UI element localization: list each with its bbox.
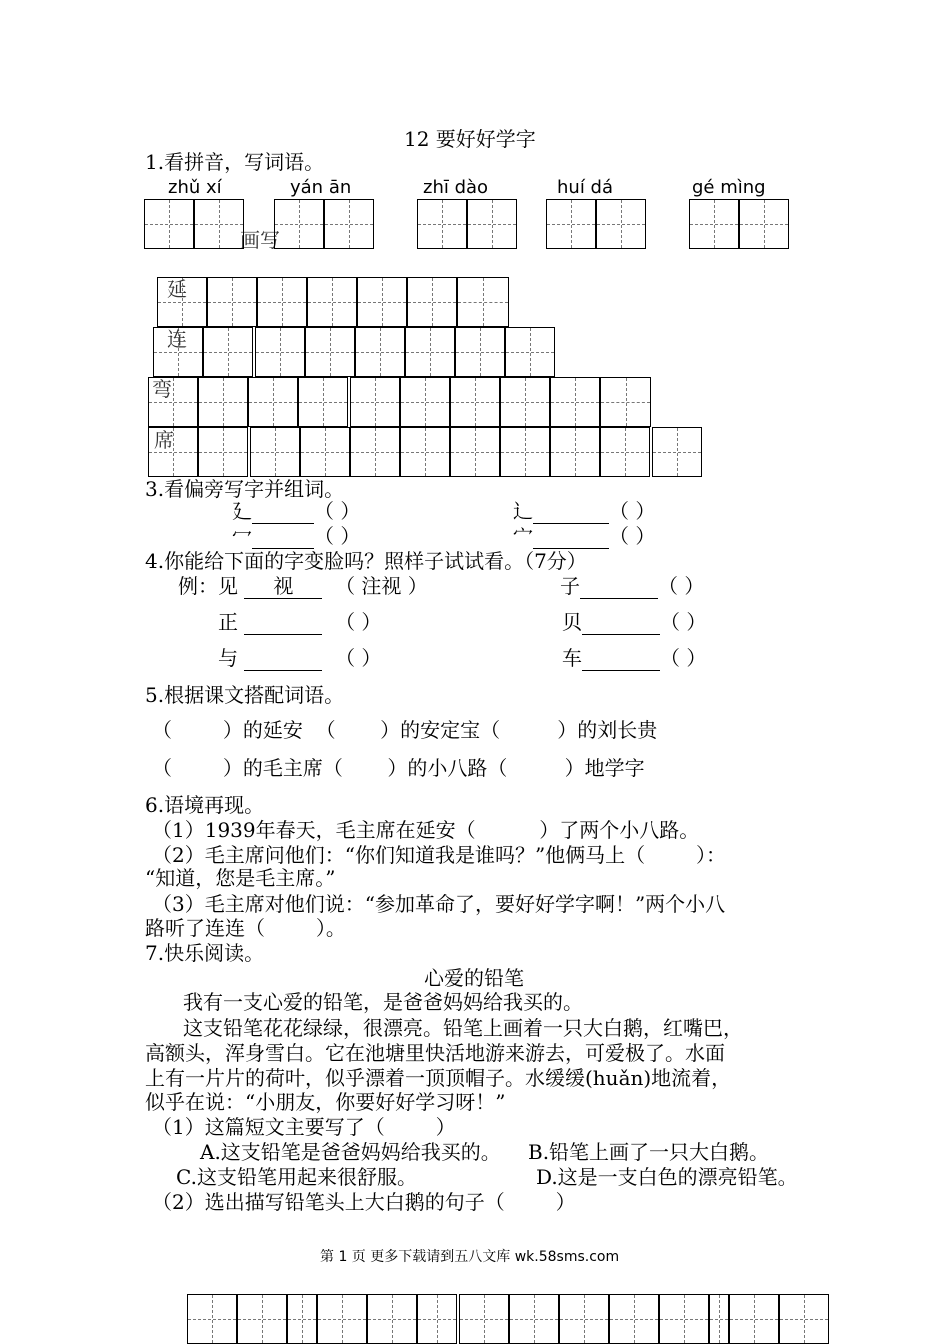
q4-blank-bei[interactable] xyxy=(582,610,660,635)
writing-cell[interactable] xyxy=(659,1294,709,1344)
writing-cell[interactable] xyxy=(194,199,244,249)
q6-sentence-3b: 路听了连连（ ）。 xyxy=(145,916,346,940)
q4-paren-bei: （ ） xyxy=(660,610,707,634)
writing-cell[interactable] xyxy=(298,377,348,427)
q1-label: 1.看拼音，写词语。 xyxy=(145,150,325,174)
q3-radical-1 xyxy=(232,499,360,524)
q6-sentence-1: （1）1939年春天，毛主席在延安（ ）了两个小八路。 xyxy=(152,818,700,842)
writing-cell[interactable] xyxy=(459,1294,509,1344)
q3-paren-4: （ ） xyxy=(609,524,656,548)
page-title: 12 要好好学字 xyxy=(404,127,536,151)
writing-cell[interactable] xyxy=(550,427,600,477)
q4-blank-yu[interactable] xyxy=(244,646,322,671)
passage-p2d: 似乎在说：“小朋友，你要好好学习呀！” xyxy=(145,1090,506,1114)
q4-paren-zheng: （ ） xyxy=(335,610,382,634)
writing-cell[interactable] xyxy=(550,377,600,427)
passage-p2a: 这支铅笔花花绿绿，很漂亮。铅笔上画着一只大白鹅，红嘴巴， xyxy=(183,1016,743,1040)
writing-cell[interactable] xyxy=(457,277,509,327)
q3-label: 3.看偏旁写字并组词。 xyxy=(145,477,345,501)
writing-cell[interactable] xyxy=(400,427,450,477)
pinyin-4: huí dá xyxy=(557,177,613,198)
writing-cell[interactable] xyxy=(198,427,248,477)
pinyin-3: zhī dào xyxy=(423,177,489,198)
q3-radical-4-char: 宀 xyxy=(513,524,533,548)
q6-sentence-3: （3）毛主席对他们说：“参加革命了，要好好学字啊！”两个小八 xyxy=(152,892,726,916)
q4-char-yu: 与 xyxy=(218,646,238,670)
pinyin-1: zhǔ xí xyxy=(168,177,222,198)
q4-char-bei: 贝 xyxy=(562,610,582,634)
writing-cell[interactable] xyxy=(546,199,596,249)
q3-radical-4 xyxy=(513,524,655,549)
q2-char-3: 弯 xyxy=(152,377,172,401)
writing-cell[interactable] xyxy=(355,327,405,377)
passage-title: 心爱的铅笔 xyxy=(424,966,524,990)
q7-sub-1: （1）这篇短文主要写了（ ） xyxy=(152,1115,456,1139)
writing-cell[interactable] xyxy=(287,1294,317,1344)
q4-blank-zi[interactable] xyxy=(580,574,658,599)
writing-cell[interactable] xyxy=(307,277,357,327)
writing-cell[interactable] xyxy=(274,199,324,249)
q3-radical-3-char: 冖 xyxy=(232,524,252,548)
writing-cell[interactable] xyxy=(505,327,555,377)
q2-char-4: 席 xyxy=(154,428,174,452)
q4-blank-zheng[interactable] xyxy=(244,610,322,635)
writing-cell[interactable] xyxy=(187,1294,237,1344)
writing-cell[interactable] xyxy=(237,1294,287,1344)
writing-cell[interactable] xyxy=(559,1294,609,1344)
writing-cell[interactable] xyxy=(709,1294,729,1344)
q3-blank-2[interactable] xyxy=(533,499,609,524)
writing-cell[interactable] xyxy=(317,1294,367,1344)
q7-sub-2: （2）选出描写铅笔头上大白鹅的句子（ ） xyxy=(152,1190,576,1214)
q4-item-zheng xyxy=(218,610,381,635)
q3-paren-3: （ ） xyxy=(314,524,361,548)
q4-example-char: 视 xyxy=(244,574,322,599)
writing-cell[interactable] xyxy=(207,277,257,327)
writing-cell[interactable] xyxy=(500,377,550,427)
q5-line-1: （ ）的延安 （ ）的安定宝（ ）的刘长贵 xyxy=(152,718,658,742)
writing-cell[interactable] xyxy=(300,427,350,477)
passage-p2c: 上有一片片的荷叶，似乎漂着一顶顶帽子。水缓缓(huǎn)地流着， xyxy=(145,1066,732,1090)
q4-example xyxy=(178,574,428,599)
q6-sentence-2b: “知道，您是毛主席。” xyxy=(145,866,336,890)
q4-paren-yu: （ ） xyxy=(335,646,382,670)
q7-label: 7.快乐阅读。 xyxy=(145,941,265,965)
writing-cell[interactable] xyxy=(357,277,407,327)
q2-char-2: 连 xyxy=(167,327,187,351)
passage-p2b: 高额头，浑身雪白。它在池塘里快活地游来游去，可爱极了。水面 xyxy=(145,1041,725,1065)
writing-cell[interactable] xyxy=(450,427,500,477)
writing-cell[interactable] xyxy=(652,427,702,477)
q3-radical-2-char: 辶 xyxy=(513,499,533,523)
q5-line-2: （ ）的毛主席（ ）的小八路（ ）地学字 xyxy=(152,756,645,780)
writing-cell[interactable] xyxy=(500,427,550,477)
q4-paren-zi: （ ） xyxy=(658,574,705,598)
writing-cell[interactable] xyxy=(729,1294,779,1344)
q3-paren-2: （ ） xyxy=(609,499,656,523)
page-footer: 第 1 页 更多下载请到五八文库 wk.58sms.com xyxy=(320,1249,620,1265)
writing-cell[interactable] xyxy=(467,199,517,249)
q4-blank-che[interactable] xyxy=(582,646,660,671)
q6-label: 6.语境再现。 xyxy=(145,793,265,817)
q2-char-1: 延 xyxy=(167,277,187,301)
passage-p1: 我有一支心爱的铅笔，是爸爸妈妈给我买的。 xyxy=(183,990,583,1014)
q4-item-yu xyxy=(218,646,381,671)
writing-cell[interactable] xyxy=(596,199,646,249)
pinyin-5: gé mìng xyxy=(692,177,766,198)
q4-char-zheng: 正 xyxy=(218,610,238,634)
q5-label: 5.根据课文搭配词语。 xyxy=(145,683,345,707)
writing-cell[interactable] xyxy=(367,1294,417,1344)
q4-item-zi xyxy=(560,574,704,599)
q4-char-zi: 子 xyxy=(560,574,580,598)
writing-cell[interactable] xyxy=(455,327,505,377)
writing-cell[interactable] xyxy=(779,1294,829,1344)
writing-cell[interactable] xyxy=(509,1294,559,1344)
writing-cell[interactable] xyxy=(450,377,500,427)
q4-example-prefix: 例：见 xyxy=(178,574,238,598)
writing-cell[interactable] xyxy=(600,377,651,427)
writing-cell[interactable] xyxy=(689,199,739,249)
q4-item-che xyxy=(562,646,706,671)
q7-option-c[interactable]: C.这支铅笔用起来很舒服。 xyxy=(176,1165,417,1189)
q3-blank-1[interactable] xyxy=(252,499,314,524)
q3-blank-4[interactable] xyxy=(533,524,609,549)
writing-cell[interactable] xyxy=(255,327,305,377)
q4-paren-che: （ ） xyxy=(660,646,707,670)
writing-cell[interactable] xyxy=(600,427,650,477)
q7-option-d[interactable]: D.这是一支白色的漂亮铅笔。 xyxy=(536,1165,798,1189)
writing-cell[interactable] xyxy=(350,427,400,477)
q4-char-che: 车 xyxy=(562,646,582,670)
writing-cell[interactable] xyxy=(248,377,298,427)
q4-example-word: （ 注视 ） xyxy=(335,574,428,598)
writing-cell[interactable] xyxy=(144,199,194,249)
q3-radical-3 xyxy=(232,524,360,549)
q7-option-b[interactable]: B.铅笔上画了一只大白鹅。 xyxy=(528,1140,770,1164)
writing-cell[interactable] xyxy=(324,199,374,249)
q3-blank-3[interactable] xyxy=(252,524,314,549)
q4-item-bei xyxy=(562,610,706,635)
writing-cell[interactable] xyxy=(250,427,300,477)
writing-cell[interactable] xyxy=(609,1294,659,1344)
writing-cell[interactable] xyxy=(257,277,307,327)
writing-cell[interactable] xyxy=(400,377,450,427)
writing-cell[interactable] xyxy=(203,327,253,377)
writing-cell[interactable] xyxy=(407,277,457,327)
q3-paren-1: （ ） xyxy=(314,499,361,523)
pinyin-2: yán ān xyxy=(290,177,352,198)
writing-cell[interactable] xyxy=(739,199,789,249)
q1-stray-text: 画写 xyxy=(240,228,280,252)
q7-option-a[interactable]: A.这支铅笔是爸爸妈妈给我买的。 xyxy=(200,1140,501,1164)
writing-cell[interactable] xyxy=(417,199,467,249)
q4-label: 4.你能给下面的字变脸吗？照样子试试看。（7分） xyxy=(145,549,587,573)
writing-cell[interactable] xyxy=(305,327,355,377)
writing-cell[interactable] xyxy=(350,377,400,427)
writing-cell[interactable] xyxy=(417,1294,457,1344)
q6-sentence-2: （2）毛主席问他们：“你们知道我是谁吗？”他俩马上（ ）： xyxy=(152,843,727,867)
q3-radical-2 xyxy=(513,499,655,524)
q3-radical-1-char: 廴 xyxy=(232,499,252,523)
writing-cell[interactable] xyxy=(405,327,455,377)
writing-cell[interactable] xyxy=(198,377,248,427)
